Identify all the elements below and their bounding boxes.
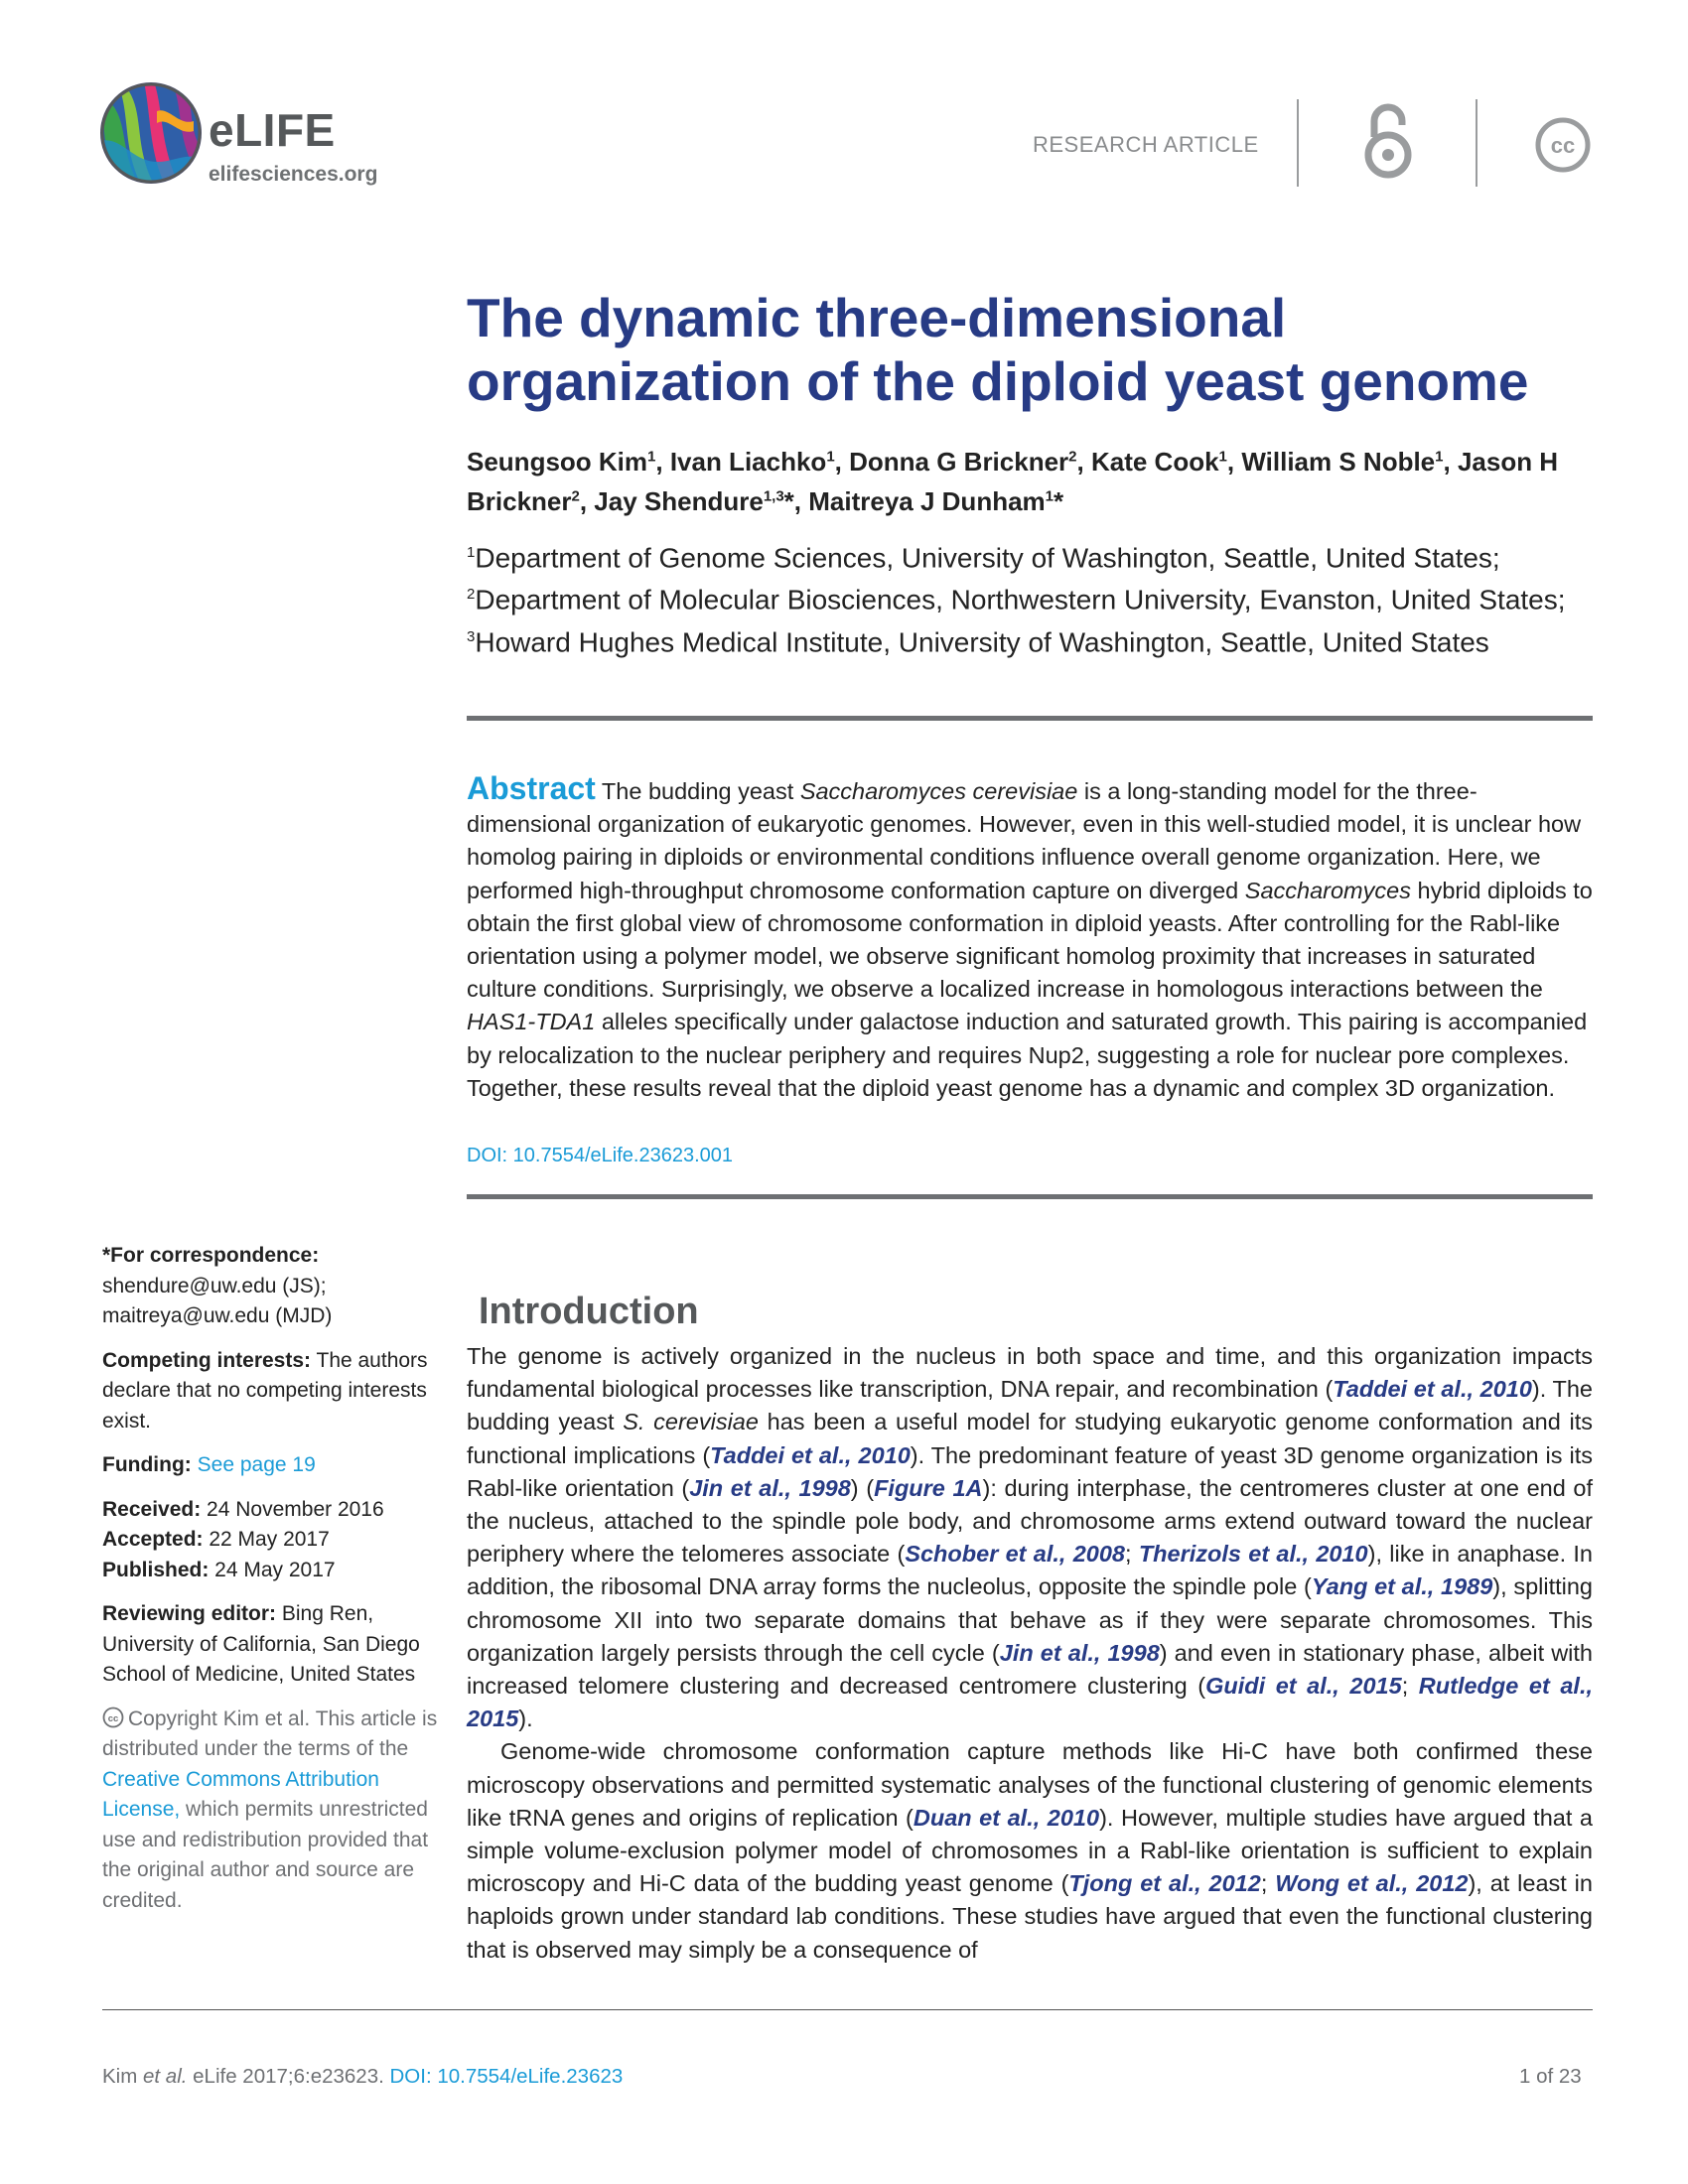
author-affiliation-mark: 2 (1068, 448, 1077, 465)
published-label: Published: (102, 1558, 210, 1581)
text-run: alleles specifically under galactose induction and saturated growth. This pairing is accompanied by relocalization to the nuclear periphery and requires Nup2, suggesting a role for nuclear pore complexes. Together, these results reveal that the diploid yeast genome has a dynamic and complex 3D organization. (467, 1009, 1588, 1101)
abstract-text (467, 778, 1593, 1101)
author-name[interactable]: Jason H Brickner (467, 446, 1559, 517)
citation-link[interactable]: Figure 1A (874, 1474, 983, 1501)
citation-link[interactable]: Guidi et al., 2015 (1205, 1673, 1402, 1700)
header-divider (1476, 99, 1477, 187)
affiliation-text: Howard Hughes Medical Institute, University of Washington, Seattle, United States (475, 625, 1489, 657)
citation-link[interactable]: Taddei et al., 2010 (710, 1441, 911, 1468)
author-name[interactable]: Kate Cook (1090, 446, 1219, 477)
affiliation-mark: 3 (467, 627, 476, 645)
citation-link[interactable]: Rutledge et al., 2015 (467, 1673, 1594, 1732)
italic-text: S. cerevisiae (623, 1409, 759, 1435)
text-run: ) ( (850, 1474, 875, 1501)
italic-text: Saccharomyces (1244, 877, 1411, 903)
author-separator: , (579, 486, 595, 517)
abstract-heading: Abstract (467, 770, 596, 806)
introduction-heading: Introduction (479, 1291, 699, 1332)
header-divider (1297, 99, 1299, 187)
editor-text: Bing Ren, University of California, San Diego School of Medicine, United States (102, 1602, 420, 1686)
section-divider (467, 1194, 1593, 1199)
citation-link[interactable]: Tjong et al., 2012 (1068, 1870, 1261, 1897)
author (808, 486, 1063, 516)
svg-text:cc: cc (1550, 133, 1576, 158)
citation-link[interactable]: Jin et al., 1998 (999, 1639, 1160, 1666)
elife-site-url[interactable]: elifesciences.org (209, 163, 378, 186)
text-run: ; (1401, 1673, 1419, 1700)
author-name[interactable]: Maitreya J Dunham (808, 486, 1046, 517)
abstract (467, 772, 1593, 1105)
footer-divider (102, 2009, 1593, 2010)
text-run: has been a useful model for studying eukaryotic genome conformation and its functional implications ( (467, 1409, 1593, 1468)
footer-doi-link[interactable]: DOI: 10.7554/eLife.23623 (389, 2065, 624, 2088)
footer-etal: et al. (143, 2065, 188, 2088)
elife-wordmark: eLIFE (209, 104, 336, 156)
elife-logo[interactable] (99, 81, 377, 201)
funding-link[interactable]: See page 19 (197, 1453, 316, 1476)
author (670, 447, 849, 477)
received-date: 24 November 2016 (201, 1497, 384, 1521)
author-name[interactable]: Jay Shendure (594, 486, 764, 517)
author-affiliation-mark: 1,3 (763, 487, 784, 505)
elife-logo-icon (99, 81, 203, 185)
text-run: ) and even in stationary phase, albeit with increased telomere clustering and decreased centromere clustering ( (467, 1639, 1593, 1700)
text-run: Genome-wide chromosome conformation capture methods like Hi-C have both confirmed these microscopy observations and permitted systematic analyses of the functional clustering of genomic elements like tRNA genes and origins of replication ( (467, 1738, 1593, 1831)
text-run: ; (1260, 1870, 1276, 1897)
open-access-icon[interactable] (1360, 101, 1416, 181)
license-link[interactable]: Creative Commons Attribution License, (102, 1767, 379, 1821)
text-run: ), at least in haploids grown under standard lab conditions. These studies have argued that even the functional clustering that is observed may simply be a consequence of (467, 1870, 1593, 1963)
correspondence (102, 1241, 440, 1332)
author-affiliation-mark: 1 (826, 448, 835, 465)
author-name[interactable]: William S Noble (1241, 446, 1436, 477)
text-run: ), like in anaphase. In addition, the ribosomal DNA array forms the nucleolus, opposite the spindle pole ( (467, 1541, 1593, 1600)
author-separator: , (655, 446, 670, 477)
text-run: The budding yeast (595, 778, 800, 804)
introduction-paragraph (467, 1340, 1593, 1735)
text-run: ; (1125, 1541, 1139, 1568)
author-affiliation-mark: 1 (1218, 448, 1227, 465)
citation-link[interactable]: Duan et al., 2010 (913, 1804, 1100, 1831)
author (594, 486, 808, 516)
author (467, 447, 670, 477)
affiliation-text: Department of Genome Sciences, University of Washington, Seattle, United States; (475, 542, 1500, 574)
section-divider (467, 716, 1593, 721)
footer-journal: eLife 2017;6:e23623. (187, 2065, 390, 2088)
creative-commons-icon[interactable] (1535, 117, 1591, 173)
author (1091, 447, 1241, 477)
funding-label: Funding: (102, 1453, 192, 1476)
author-affiliation-mark: 1 (1435, 448, 1444, 465)
author-name[interactable]: Donna G Brickner (849, 446, 1069, 477)
correspondence-emails[interactable]: shendure@uw.edu (JS); maitreya@uw.edu (MJD) (102, 1274, 333, 1327)
article-type-label: RESEARCH ARTICLE (1033, 132, 1259, 157)
article-info-sidebar (102, 1241, 440, 1930)
published-date: 24 May 2017 (209, 1558, 336, 1581)
author-affiliation-mark: 1 (647, 448, 656, 465)
italic-text: Saccharomyces cerevisiae (799, 778, 1078, 804)
citation-link[interactable]: Taddei et al., 2010 (1333, 1376, 1532, 1403)
text-run: ), splitting chromosome XII into two separate domains that behave as if they were separate chromosomes. This organization largely persists through the cell cycle ( (467, 1573, 1594, 1666)
abstract-doi-link[interactable]: DOI: 10.7554/eLife.23623.001 (467, 1145, 733, 1166)
text-run: ). However, multiple studies have argued that a simple volume-exclusion polymer model of chromosomes in a Rabl-like orientation is sufficient to explain microscopy and Hi-C data of the budding yeast genome ( (467, 1804, 1593, 1897)
citation-link[interactable]: Therizols et al., 2010 (1138, 1541, 1368, 1568)
reviewing-editor (102, 1599, 440, 1691)
citation-link[interactable]: Jin et al., 1998 (689, 1474, 851, 1501)
accepted-label: Accepted: (102, 1528, 204, 1551)
affiliation-mark: 2 (467, 586, 476, 604)
author-separator: , (1076, 446, 1091, 477)
svg-text:cc: cc (107, 1712, 119, 1724)
author (1241, 447, 1458, 477)
affiliation-mark: 1 (467, 544, 476, 561)
dates (102, 1495, 440, 1586)
copyright-text-end: which permits unrestricted use and redistribution provided that the original author and source are credited. (102, 1798, 429, 1912)
italic-text: HAS1-TDA1 (467, 1009, 596, 1035)
competing-interests (102, 1346, 440, 1437)
text-run: ). The budding yeast (467, 1376, 1593, 1435)
author-affiliation-mark: 1 (1045, 487, 1054, 505)
introduction-paragraph (467, 1735, 1593, 1966)
author (849, 447, 1091, 477)
copyright-notice (102, 1705, 440, 1917)
author-separator: , (1443, 446, 1458, 477)
article-title: The dynamic three-dimensional organization of the diploid yeast genome (467, 287, 1529, 412)
introduction-body (467, 1340, 1593, 1967)
affiliations (467, 534, 1599, 660)
footer-author: Kim (102, 2065, 143, 2088)
competing-text: The authors declare that no competing interests exist. (102, 1348, 428, 1433)
author-separator: *, (783, 486, 809, 517)
text-run: ). (518, 1706, 533, 1732)
text-run: is a long-standing model for the three-dimensional organization of eukaryotic genomes. However, even in this well-studied model, it is unclear how homolog pairing in diploids or environmental conditions influence overall genome organization. Here, we performed high-throughput chromosome conformation capture on diverged (467, 778, 1582, 903)
affiliation-text: Department of Molecular Biosciences, Northwestern University, Evanston, United States; (475, 584, 1566, 615)
author-separator: , (834, 446, 850, 477)
editor-label: Reviewing editor: (102, 1602, 277, 1625)
citation-link[interactable]: Yang et al., 1989 (1311, 1573, 1493, 1600)
competing-label: Competing interests: (102, 1348, 312, 1372)
author-affiliation-mark: 2 (571, 487, 580, 505)
text-run: ): during interphase, the centromeres cluster at one end of the nucleus, attached to the spindle pole body, and chromosome arms extend outward toward the nuclear periphery where the telomeres associate ( (467, 1474, 1593, 1568)
author-name[interactable]: Seungsoo Kim (467, 446, 648, 477)
citation-link[interactable]: Schober et al., 2008 (905, 1541, 1125, 1568)
author-name[interactable]: Ivan Liachko (669, 446, 827, 477)
funding (102, 1450, 440, 1481)
correspondence-label: *For correspondence: (102, 1244, 320, 1267)
page-number: 1 of 23 (1519, 2065, 1582, 2088)
citation-link[interactable]: Wong et al., 2012 (1275, 1870, 1469, 1897)
copyright-text: Copyright Kim et al. This article is distributed under the terms of the (102, 1706, 438, 1760)
creative-commons-small-icon (102, 1706, 124, 1728)
author-list (467, 439, 1599, 519)
received-label: Received: (102, 1497, 202, 1521)
text-run: The genome is actively organized in the nucleus in both space and time, and this organization impacts fundamental biological processes like transcription, DNA repair, and recombination ( (467, 1343, 1593, 1403)
accepted-date: 22 May 2017 (203, 1528, 330, 1551)
author-separator: , (1226, 446, 1242, 477)
author-separator: * (1054, 486, 1064, 517)
footer-citation (102, 2065, 623, 2089)
text-run: hybrid diploids to obtain the first global view of chromosome conformation in diploid yeasts. After controlling for the Rabl-like orientation using a polymer model, we observe significant homolog proximity that increases in saturated culture conditions. Surprisingly, we observe a localized increase in homologous interactions between the (467, 877, 1593, 1003)
text-run: ). The predominant feature of yeast 3D genome organization is its Rabl-like orientation ( (467, 1441, 1594, 1501)
